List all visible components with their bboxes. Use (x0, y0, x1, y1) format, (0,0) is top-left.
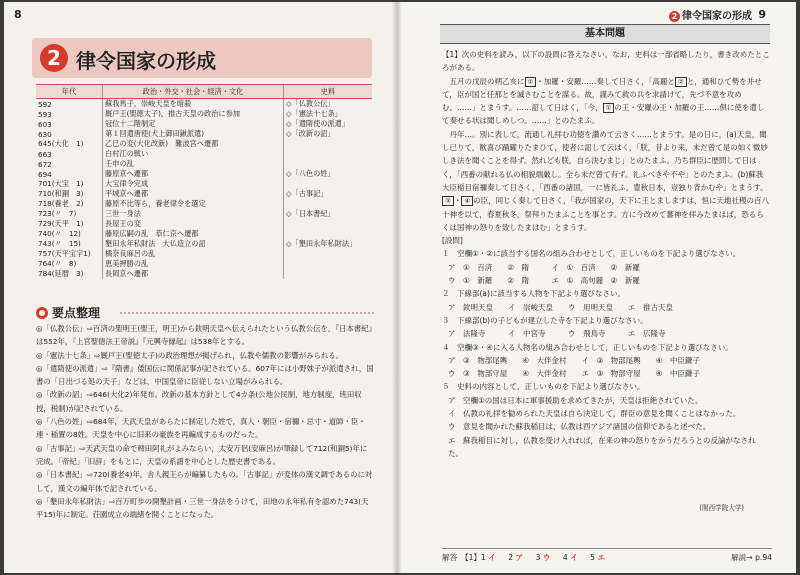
question-5-choice-c: ウ 意見を聞かれた蘇我稲目は，仏教は西アジア諸国の信仰であると述べた。 (448, 422, 711, 432)
table-cell-source (284, 259, 373, 269)
chapter-number: 2 (40, 44, 68, 72)
table-header-row (36, 85, 372, 99)
passage-1b: ・加羅・安羅……奏して日さく，「高麗と (536, 76, 675, 86)
question-1-choices-a: ア ① 百済 ② 隋 イ ① 百済 ② 新羅 (448, 262, 640, 272)
answer-3: ウ (542, 553, 551, 562)
table-row (36, 119, 372, 129)
table-row (36, 219, 372, 229)
table-cell-source (284, 269, 373, 279)
table-cell-event: 藤原不比等ら，養老律令を選定 (103, 199, 284, 209)
table-cell-event: 蘇我馬子，崇峻天皇を暗殺 (103, 99, 284, 110)
table-cell-year: 701(大宝 1) (38, 179, 84, 188)
table-cell-event: 藤原京へ遷都 (103, 169, 284, 179)
blank-box-1: ① (525, 77, 537, 87)
summary-title (36, 304, 100, 321)
table-row (36, 129, 372, 139)
answer-num-4: 4 (562, 553, 568, 562)
summary-ring-icon (36, 307, 48, 319)
table-cell-source (284, 229, 373, 239)
book-gutter (392, 2, 402, 573)
answer-label: 解答 【1】1 (442, 553, 486, 562)
question-4-choices-a: ア ③ 物部尾輿 ④ 大伴金村 イ ③ 物部尾輿 ④ 中臣鎌子 (448, 355, 700, 365)
table-cell-year: 603 (38, 119, 52, 129)
summary-list (36, 322, 374, 521)
right-header-title: 律令国家の形成 (682, 11, 752, 22)
table-cell-source: ◇「憲法十七条」 (284, 109, 373, 119)
summary-item: ◎「憲法十七条」⇨厩戸王(聖徳太子)の政治理想が掲げられ，仏教や儒教の影響がみられる。 (36, 350, 344, 360)
blank-box-4: ③ (442, 196, 454, 206)
table-row (36, 249, 372, 259)
table-row (36, 169, 372, 179)
table-header-sources: 史料 (284, 85, 373, 99)
table-cell-source: ◇「八色の姓」 (284, 169, 373, 179)
table-header-events: 政治・外交・社会・経済・文化 (103, 85, 284, 99)
table-header-year: 年代 (36, 85, 103, 99)
passage-1c: と，通和ひて勢を并せて，臣が国と任那とを滅さむことを謀る。故，謹みて救の兵を求請けて，先づ不意を攻めむ。……」とまうす。……詔して日はく，「今， (442, 76, 762, 113)
source-attribution: (関西学院大学) (699, 504, 744, 512)
question-5: ５ 史料の内容として，正しいものを下記より選びなさい。 (442, 382, 645, 392)
setsumon-label: [設問] (442, 236, 463, 246)
table-cell-source (284, 139, 373, 149)
table-cell-source (284, 249, 373, 259)
question-5-choice-d: エ 蘇我稲目に対し，仏教を受け入れれば，在来の神の怒りをかうだろうとの反論がなされた。 (448, 435, 756, 458)
answer-bar (442, 548, 772, 563)
table-cell-source: ◇「日本書紀」 (284, 209, 373, 219)
right-page (400, 2, 796, 573)
passage-1 (442, 75, 770, 128)
answer-5: エ (597, 553, 605, 562)
answer-2: ア (515, 553, 524, 562)
table-cell-event: 藤原広嗣の乱 恭仁京へ遷都 (103, 229, 284, 239)
table-row (36, 229, 372, 239)
table-cell-year: 729(天平 1) (38, 219, 84, 228)
table-cell-year: 593 (38, 109, 52, 119)
table-row (36, 159, 372, 169)
table-cell-year: 710(和銅 3) (38, 189, 84, 198)
table-cell-source (284, 199, 373, 209)
table-cell-year: 764(〃 8) (38, 259, 77, 268)
summary-item: ◎「仏教公伝」⇨百済の聖明王(聖王，明王)から欽明天皇へ伝えられたという仏教公伝を，『日本書紀』は552年，『上宮聖徳法王帝説』『元興寺縁起』は538年とする。 (36, 324, 373, 347)
page-number-right: 9 (758, 8, 766, 21)
question-2: ２ 下線部(a)に該当する人物を下記より選びなさい。 (442, 289, 625, 299)
table-cell-year: 784(延暦 3) (38, 269, 84, 278)
table-cell-event: 橘奈良麻呂の乱 (103, 249, 284, 259)
table-cell-event: 平城京へ遷都 (103, 189, 284, 199)
passage-2a: 丹年…。別に表して，流通し礼拝む功徳を讃めて云さく……とまうす。是の日に，(a)天皇，聞し已りて，歓喜び踊躍りたまひて，使者に詔して云はく，「朕，昔より来，未だ曾て是の如く微妙しき法を聞くことを得ず。然れども朕，自ら決むまじ」とのたまふ。乃ち群臣に歴問して日はく，「西番の献れる仏の相貌端厳し。全ら未だ曾て有ず。礼ふべきや不や」とのたまふ。(b)蘇我大臣稲目宿禰奏して日さく，「西番の諸国，一に皆礼ふ。豊秋日本，豈独り背かむや」とまうす。 (442, 129, 768, 192)
answer-1: イ (488, 553, 496, 562)
table-cell-year: 645(大化 1) (38, 139, 84, 148)
question-5-choice-b: イ 仏教の礼拝を勧められた天皇は自ら決定して，群臣の意見を聞くことはなかった。 (448, 409, 741, 419)
question-2-choices: ア 欽明天皇 イ 崇峻天皇 ウ 用明天皇 エ 推古天皇 (448, 302, 673, 312)
table-cell-source (284, 149, 373, 159)
table-row (36, 199, 372, 209)
table-cell-year: 718(養老 2) (38, 199, 84, 208)
table-cell-event: 三世一身法 (103, 209, 284, 219)
blank-box-5: ④ (461, 196, 473, 206)
table-row (36, 149, 372, 159)
question-body (442, 48, 770, 460)
table-row (36, 179, 372, 189)
table-row (36, 189, 372, 199)
table-cell-event: 長屋王の変 (103, 219, 284, 229)
table-cell-year: 723(〃 7) (38, 209, 77, 218)
table-cell-event: 壬申の乱 (103, 159, 284, 169)
table-cell-source (284, 179, 373, 189)
table-cell-year: 757(天平宝字1) (38, 249, 91, 258)
table-row (36, 139, 372, 149)
passage-1a: 五月の戊辰の朔乙亥に (442, 76, 525, 86)
table-cell-year: 672 (38, 159, 52, 169)
question-5-choice-a: ア 空欄①の国は日本に軍事援助を求めてきたが，天皇は拒絶されていた。 (448, 395, 703, 405)
passage-2c: の臣，同じく奏して日さく，「我が国家の，天下に王とましますは，恒に天地社稷の百八十神を以て，春夏秋冬，祭拜りたまふことを事とす。方に今改めて蕃神を拝みたまはば，恐るらくは国神の怒りを致したまはむ」とまうす。 (442, 196, 769, 232)
table-cell-year: 694 (38, 169, 52, 179)
chapter-title: 律令国家の形成 (76, 49, 216, 73)
chapter-title-banner (32, 38, 372, 78)
left-page (4, 2, 400, 573)
summary-title-text: 要点整理 (52, 306, 101, 320)
table-cell-event: 白村江の戦い (103, 149, 284, 159)
table-cell-source: ◇「仏教公伝」 (284, 99, 373, 110)
table-cell-source (284, 159, 373, 169)
question-3: ３ 下線部(b)の子どもが建立した寺を下記より選びなさい。 (442, 315, 648, 325)
table-cell-year: 740(〃 12) (38, 229, 81, 238)
table-row (36, 109, 372, 119)
question-1: １ 空欄①・②に該当する国名の組み合わせとして，正しいものを下記より選びなさい。 (442, 249, 741, 259)
summary-item: ◎「墾田永年私財法」⇨百万町歩の開墾計画・三世一身法をうけて，田地の永年私有を認めた743(天平15)年に制定。荘園成立の端緒を開くことになった。 (36, 496, 369, 520)
table-cell-year: 743(〃 15) (38, 239, 81, 248)
summary-item: ◎「日本書紀」⇨720(養老4)年，舎人親王らが編纂したもの。「古事記」が変体の漢文調であるのに対して，漢文の編年体で記されている。 (36, 470, 373, 493)
table-cell-event: 墾田永年私財法 大仏造立の詔 (103, 239, 284, 249)
table-row (36, 239, 372, 249)
passage-2b: ・ (453, 196, 462, 206)
table-cell-event: 乙巳の変(大化改新) 難波宮へ遷都 (103, 139, 284, 149)
blank-box-2: ② (675, 77, 687, 87)
table-row (36, 259, 372, 269)
right-header-number: 2 (669, 11, 680, 22)
table-row (36, 99, 372, 110)
answer-num-2: 2 (508, 553, 514, 562)
summary-item: ◎「改新の詔」⇨646(大化2)年発布。改新の基本方針として4カ条(公地公民制，地方制度，班田収授，税制)が記されている。 (36, 390, 362, 413)
table-cell-event: 大宝律令完成 (103, 179, 284, 189)
table-cell-source (284, 219, 373, 229)
blank-box-3: ① (603, 103, 615, 113)
passage-2 (442, 128, 770, 234)
answer-num-5: 5 (590, 553, 595, 562)
question-3-choices: ア 法隆寺 イ 中宮寺 ウ 飛鳥寺 エ 広隆寺 (448, 329, 666, 339)
table-body (36, 99, 372, 280)
table-cell-event: 冠位十二階制定 (103, 119, 284, 129)
question-1-choices-b: ウ ① 新羅 ② 隋 エ ① 高句麗 ② 新羅 (448, 276, 640, 286)
table-cell-event: 厩戸王(聖徳太子)，推古天皇の政治に参加 (103, 109, 284, 119)
intro-text: 【1】次の史料を読み，以下の設問に答えなさい。なお，史料は一部省略したり，書き改めたところがある。 (442, 50, 770, 73)
question-4: ４ 空欄③・④に入る人物名の組み合わせとして，正しいものを下記より選びなさい。 (442, 342, 733, 352)
table-cell-source: ◇「改新の詔」 (284, 129, 373, 139)
table-cell-event: 長岡京へ遷都 (103, 269, 284, 279)
table-row (36, 269, 372, 279)
table-cell-source: ◇「墾田永年私財法」 (284, 239, 373, 249)
answer-4: イ (570, 553, 578, 562)
summary-item: ◎「遣隋使の派遣」⇨『隋書』倭国伝に関係記事が記されている。607年には小野妹子が派遣され，国書の「日出づる処の天子」などは，中国皇帝に臣従しない立場がみられる。 (36, 363, 374, 387)
answer-num-3: 3 (535, 553, 541, 562)
table-cell-event: 第１回遣唐使(犬上御田鍬派遣) (103, 129, 284, 139)
page-number-left: 8 (14, 8, 22, 21)
summary-item: ◎「古事記」⇨天武天皇の命で稗田阿礼がよみならい，太安万侶(安麻呂)が筆録して712(和銅5)年に完成。「帝紀」「旧辞」をもとに，天皇の系譜を中心とした歴史書である。 (36, 443, 368, 466)
summary-item: ◎「八色の姓」⇨684年，天武天皇があらたに制定した姓で，真人・朝臣・宿禰・忌寸・道師・臣・連・稲置の8姓。天皇を中心に旧来の豪族を再編成するものだった。 (36, 417, 366, 440)
right-header (669, 7, 752, 22)
section-title: 基本問題 (440, 24, 770, 44)
chronology-table (36, 84, 372, 279)
passage-1d: の王・安羅の王・加羅の王……倶に使を遣して奏せる状は聞しめしつ。……」とのたまふ。 (442, 103, 765, 126)
summary-divider (120, 312, 374, 314)
table-cell-event: 恵美押勝の乱 (103, 259, 284, 269)
answer-reference: 解説→ p.94 (731, 553, 772, 562)
question-4-choices-b: ウ ③ 物部守屋 ④ 大伴金村 エ ③ 物部守屋 ④ 中臣鎌子 (448, 369, 700, 379)
table-cell-source: ◇「遣隋使の派遣」 (284, 119, 373, 129)
table-row (36, 209, 372, 219)
table-cell-year: 592 (38, 99, 52, 109)
table-cell-source: ◇「古事記」 (284, 189, 373, 199)
table-cell-year: 663 (38, 149, 52, 159)
table-cell-year: 630 (38, 129, 52, 139)
